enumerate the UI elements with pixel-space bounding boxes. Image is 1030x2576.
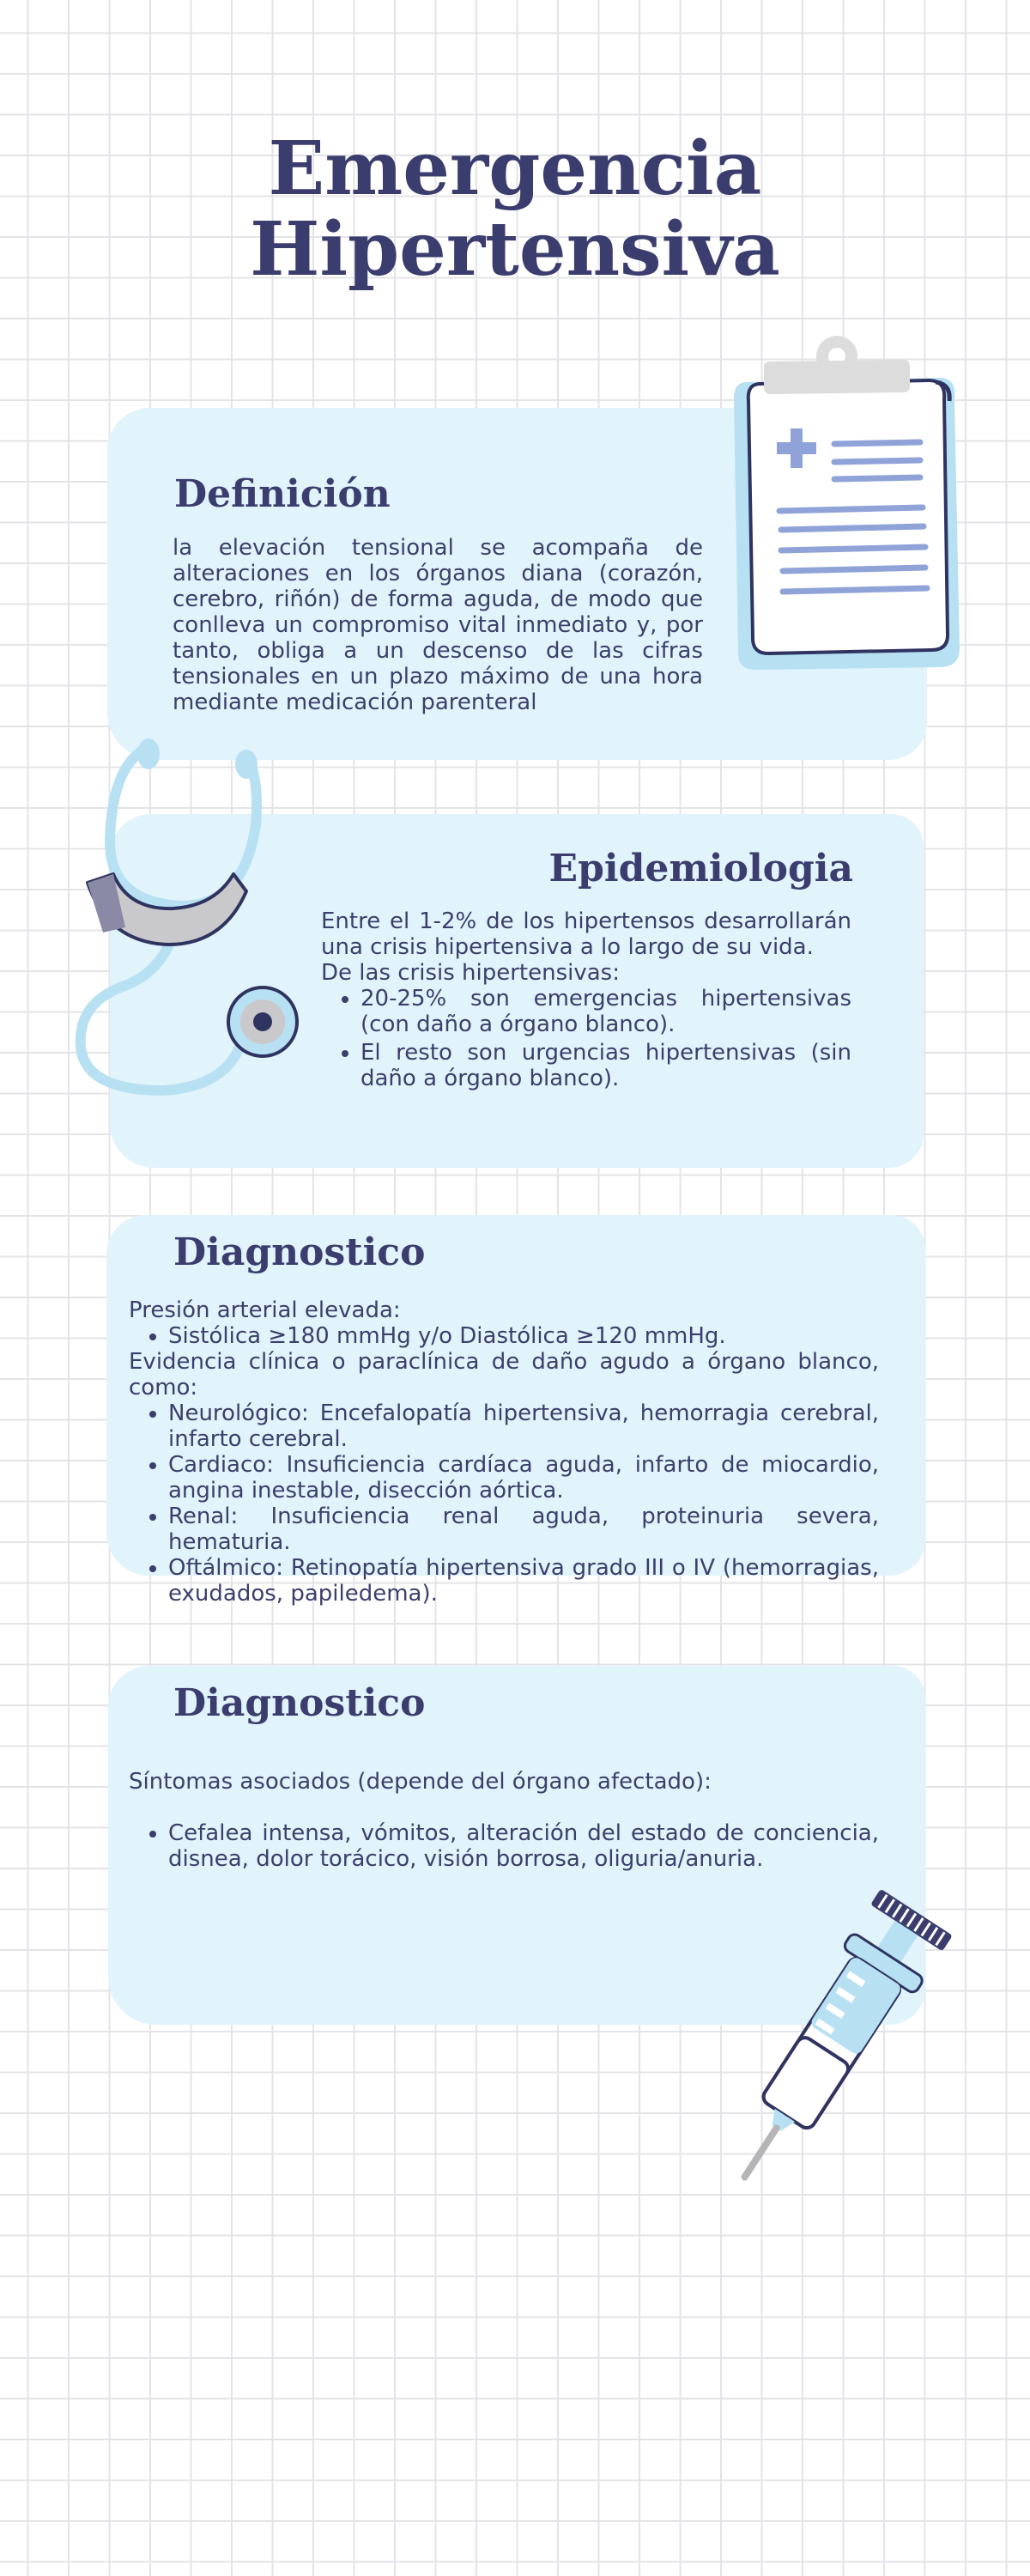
epidemiology-text — [321, 908, 851, 1091]
definition-heading: Definición — [174, 472, 391, 516]
symptoms-intro: Síntomas asociados (depende del órgano afectado): — [129, 1769, 712, 1795]
symptoms-heading: Diagnostico — [173, 1681, 426, 1725]
list-item: • Renal: Insuficiencia renal aguda, proteinuria severa, hematuria. — [168, 1504, 879, 1555]
list-item: • Cefalea intensa, vómitos, alteración del estado de conciencia, disnea, dolor torácico, visión borrosa, oliguria/anuria. — [168, 1820, 879, 1872]
list-item: • 20-25% son emergencias hipertensivas (con daño a órgano blanco). — [360, 986, 851, 1037]
diagnosis-line-pressure: Presión arterial elevada: — [129, 1297, 401, 1323]
symptoms-text — [129, 1769, 879, 1872]
epidemiology-subhead: De las crisis hipertensivas: — [321, 960, 620, 986]
syringe-icon — [704, 1885, 953, 2211]
definition-paragraph: la elevación tensional se acompaña de alteraciones en los órganos diana (corazón, cerebro, riñón) de forma aguda, de modo que conlleva un compromiso vital inmediato y, por tanto, obliga a un descenso de las cifras tensionales en un plazo máximo de una hora mediante medicación parenteral — [173, 535, 703, 715]
stethoscope-icon — [69, 730, 309, 1108]
list-item: • El resto son urgencias hipertensivas (sin daño a órgano blanco). — [360, 1040, 851, 1091]
page-title: Emergencia Hipertensiva — [250, 125, 780, 293]
list-item: • Oftálmico: Retinopatía hipertensiva grado III o IV (hemorragias, exudados, papiledema). — [168, 1555, 879, 1607]
clipboard-icon — [730, 331, 974, 674]
diagnosis-line-evidence: Evidencia clínica o paraclínica de daño agudo a órgano blanco, como: — [129, 1349, 879, 1400]
list-item: • Sistólica ≥180 mmHg y/o Diastólica ≥120 mmHg. — [168, 1323, 879, 1349]
diagnosis-text — [129, 1297, 879, 1607]
diagnosis-heading: Diagnostico — [173, 1230, 426, 1274]
epidemiology-heading: Epidemiologia — [548, 847, 853, 890]
diagnosis-organ-list — [129, 1400, 879, 1607]
list-item: • Cardiaco: Insuficiencia cardíaca aguda, infarto de miocardio, angina inestable, disección aórtica. — [168, 1452, 879, 1504]
epidemiology-intro: Entre el 1-2% de los hipertensos desarrollarán una crisis hipertensiva a lo largo de su vida. — [321, 908, 851, 960]
epidemiology-list — [321, 986, 851, 1091]
definition-text — [173, 535, 703, 715]
list-item: • Neurológico: Encefalopatía hipertensiva, hemorragia cerebral, infarto cerebral. — [168, 1400, 879, 1452]
diagnosis-card — [106, 1215, 925, 1607]
diagnosis-pressure-list — [129, 1323, 879, 1349]
symptoms-list — [129, 1820, 879, 1872]
